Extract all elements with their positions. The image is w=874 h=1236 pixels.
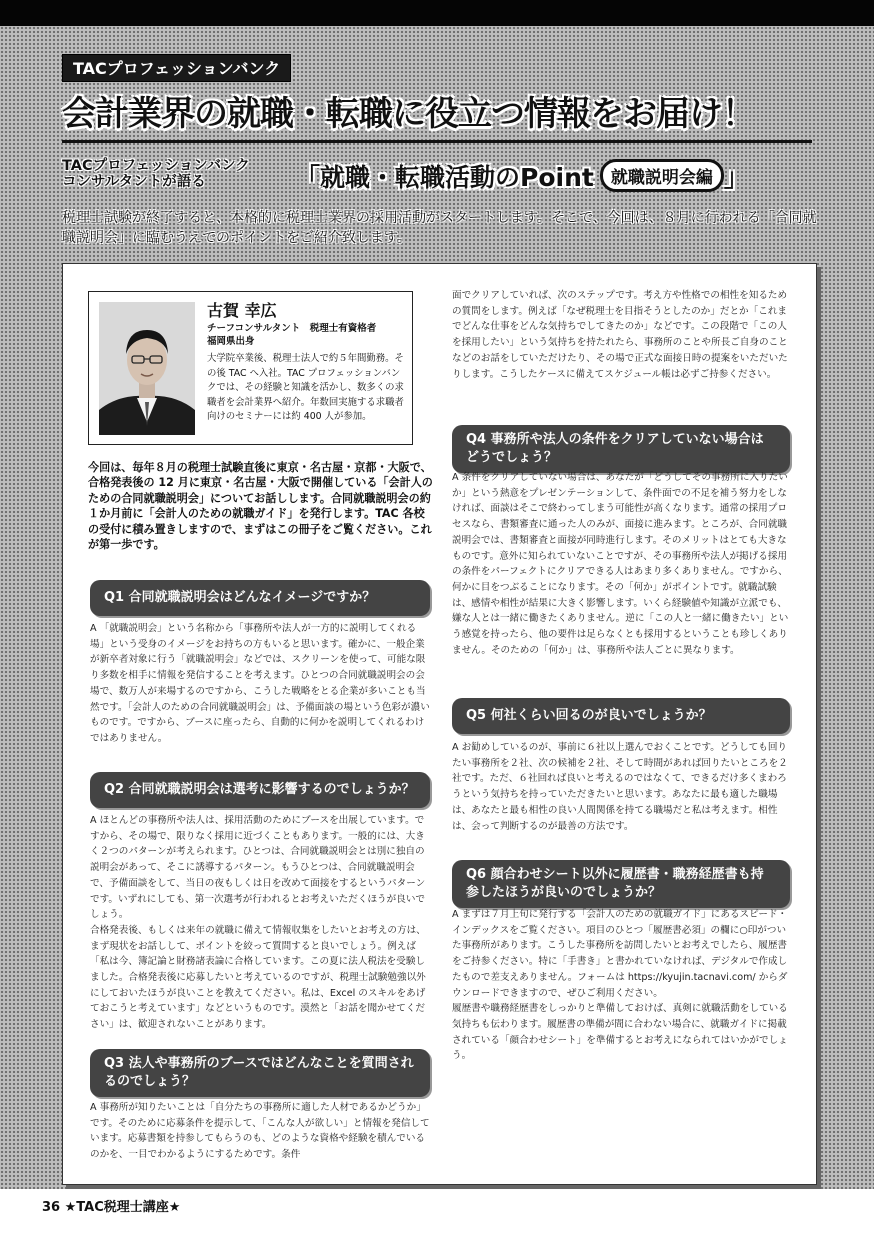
series-title-main: 「就職・転職活動のPoint (295, 163, 594, 192)
answer-q4 (452, 470, 790, 658)
top-black-bar (0, 0, 874, 26)
question-q4: Q4 事務所や法人の条件をクリアしていない場合はどうでしょう？ (452, 425, 790, 473)
answer-q2 (90, 813, 430, 1033)
question-q2: Q2 合同就職説明会は選考に影響するのでしょうか？ (90, 772, 430, 808)
answer-q3-continued (452, 288, 790, 382)
series-name: ★TAC税理士講座★ (64, 1200, 181, 1215)
answer-q3-text: A 事務所が知りたいことは「自分たちの事務所に適した人材であるかどうか」です。そのために応募条件を提示して、「こんな人が欲しい」と情報を発信しています。応募書類を持参してもらうのも、どのような資格や経験を積んでいるのかを、一目でわかるようにするためです。条件 (90, 1102, 430, 1161)
question-q5: Q5 何社くらい回るのが良いでしょうか？ (452, 698, 790, 734)
portrait-icon (99, 302, 195, 435)
consultant-photo (99, 302, 195, 435)
consultant-origin: 福岡県出身 (207, 336, 255, 347)
consultant-name: 古賀 幸広 (207, 301, 277, 320)
series-title (295, 158, 749, 194)
byline-line-1: TACプロフェッションバンク (62, 158, 250, 174)
question-q3: Q3 法人や事務所のブースではどんなことを質問されるのでしょう？ (90, 1049, 430, 1097)
intro-paragraph: 今回は、毎年８月の税理士試験直後に東京・名古屋・京都・大阪で、合格発表後の 12 月に東京・名古屋・大阪で開催している「会計人のための合同就職説明会」についてお話しします。合同就職説明会の約１か月前に「会計人のための就職ガイド」を発行します。TAC 各校の受付に積み置きしますので、まずはこの冊子をご覧ください。これが第一歩です。 (88, 461, 433, 552)
answer-q3-continued-text: 面でクリアしていれば、次のステップです。考え方や性格での相性を知るための質問をします。例えば「なぜ税理士を目指そうとしたのか」だとか「これまでどんな仕事をどんな気持ちでしてきたのか」などです。この段階で「この人を採用したい」という気持ちを持たれたら、事務所のことや所長ご自身のことなどのお話をしていただけたり、その場で正式な面接日時の提案をいただいたりします。こうしたケースに備えてスケジュール帳は必ずご持参ください。 (452, 290, 788, 380)
question-q6: Q6 顔合わせシート以外に履歴書・職務経歴書も持参したほうが良いのでしょうか？ (452, 860, 790, 908)
answer-q2-text: A ほとんどの事務所や法人は、採用活動のためにブースを出展しています。ですから、その場で、限りなく採用に近づくこともあります。一般的には、大きく２つのパターンが考えられます。ひとつは、合同就職説明会とは別に独自の説明会があって、そこに誘導するパターン。もうひとつは、合同就職説明会で、予備面談をして、当日の夜もしくは日を改めて面接をするというパターンです。いずれにしても、第一次選考が行われるとお考えいただくほうが良いでしょう。 (90, 815, 426, 921)
answer-q2-text-2: 合格発表後、もしくは来年の就職に備えて情報収集をしたいとお考えの方は、まず現状をお話しして、ポイントを絞って質問すると良いでしょう。例えば「私は今、簿記論と財務諸表論に合格しています。この夏に法人税法を受験しました。合格発表後に応募したいと考えているのですが、税理士試験勉強以外にしておいたほうが良いことを教えてください。私は、Excel のスキルをあげておこうと考えています」などというものです。漠然と「お話を聞かせてください」は、歓迎されないことがあります。 (90, 924, 426, 1031)
answer-q6 (452, 907, 790, 1064)
title-rule (62, 140, 812, 143)
series-byline (62, 158, 250, 190)
answer-q1 (90, 621, 430, 747)
consultant-title: チーフコンサルタント 税理士有資格者 (207, 323, 377, 334)
page-number: 36 (42, 1200, 61, 1215)
page-footer (42, 1196, 180, 1215)
page-title: 会計業界の就職・転職に役立つ情報をお届け！ (62, 94, 755, 134)
byline-line-2: コンサルタントが語る (62, 174, 206, 190)
answer-q6-text-2: 履歴書や職務経歴書をしっかりと準備しておけば、真剣に就職活動をしている気持ちも伝わります。履歴書の準備が間に合わない場合に、就職ガイドに掲載されている「顔合わせシート」を準備するとお考えになられてはいかがでしょう。 (452, 1003, 788, 1062)
answer-q5 (452, 740, 790, 834)
consultant-bio: 大学院卒業後、税理士法人で約５年間勤務。その後 TAC へ入社。TAC プロフェッションバンクでは、その経験と知識を活かし、数多くの求職者を会計業界へ紹介。年数回実施する求職者向けのセミナーには約 400 人が参加。 (207, 353, 404, 422)
answer-q5-text: A お勧めしているのが、事前に６社以上選んでおくことです。どうしても回りたい事務所を２社、次の候補を２社、そして時間があれば回りたいところを２社です。ただ、６社回れば良いと考えるのではなくて、できるだけ多くまわろうという気持ちを持っていただきたいと思います。あなたに最も適した職場は、あなたと最も相性の良い人間関係を持てる職場だと私は考えます。相性は、会って判断するのが最善の方法です。 (452, 742, 788, 832)
consultant-profile (88, 291, 413, 445)
series-badge: 就職説明会編 (600, 159, 724, 192)
question-q1: Q1 合同就職説明会はどんなイメージですか？ (90, 580, 430, 616)
lead-paragraph: 税理士試験が終了すると、本格的に税理士業界の採用活動がスタートします。そこで、今回は、８月に行われる「合同就職説明会」に臨むうえでのポイントをご紹介致します。 (62, 210, 817, 246)
answer-q3 (90, 1100, 430, 1163)
answer-q6-text: A まずは７月上旬に発行する「会計人のための就職ガイド」にあるスピード・インデックスをご覧ください。項目のひとつ「履歴書必須」の欄に○印がついた事務所があります。こうした事務所を訪問したいとお考えでしたら、履歴書をご持参ください。特に「手書き」と書かれていなければ、デジタルで作成したもので差支えありません。フォームは https://kyujin.tacnavi.com/ からダウンロードできますので、ぜひご利用ください。 (452, 909, 788, 999)
answer-q4-text: A 条件をクリアしていない場合は、あなたが「どうしてその事務所に入りたいか」という熱意をプレゼンテーションして、条件面での不足を補う努力をしなければ、面談はそこで終わってしまう可能性が高くなります。通常の採用プロセスなら、書類審査に通った人のみが、面接に進みます。ところが、合同就職説明会では、書類審査と面接が同時進行します。そのメリットはとても大きなものです。意外に知られていないことですが、その事務所や法人が掲げる採用の条件をパーフェクトにクリアできる人はあまり多くありません。ですから、何かに目をつぶることになります。その「何か」がポイントです。就職試験は、感情や相性が結果に大きく影響します。いくら経験値や知識が立派でも、嫌な人とは一緒に働きたくありません。逆に「この人と一緒に働きたい」という感覚を持ったら、他の要件は足らなくとも採用するということも珍しくありません。そのための「何か」は、事務所や法人ごとに異なります。 (452, 472, 789, 656)
answer-q1-text: A 「就職説明会」という名称から「事務所や法人が一方的に説明してくれる場」という受身のイメージをお持ちの方もいると思います。確かに、一般企業が新卒者対象に行う「就職説明会」などでは、スクリーンを使って、可能な限り多数を相手に情報を発信することを考えます。ひとつの合同就職説明会の会場で、数万人が来場するのですから、こうした戦略をとる企業が多いことも当然です。「会計人のための合同就職説明会」は、予備面談の場という色彩が濃いものです。ですから、ブースに座ったら、自動的に何かを説明してくれるわけではありません。 (90, 623, 430, 744)
series-title-close: 」 (723, 163, 749, 192)
brand-label: TACプロフェッションバンク (62, 54, 291, 82)
consultant-role (207, 322, 376, 348)
